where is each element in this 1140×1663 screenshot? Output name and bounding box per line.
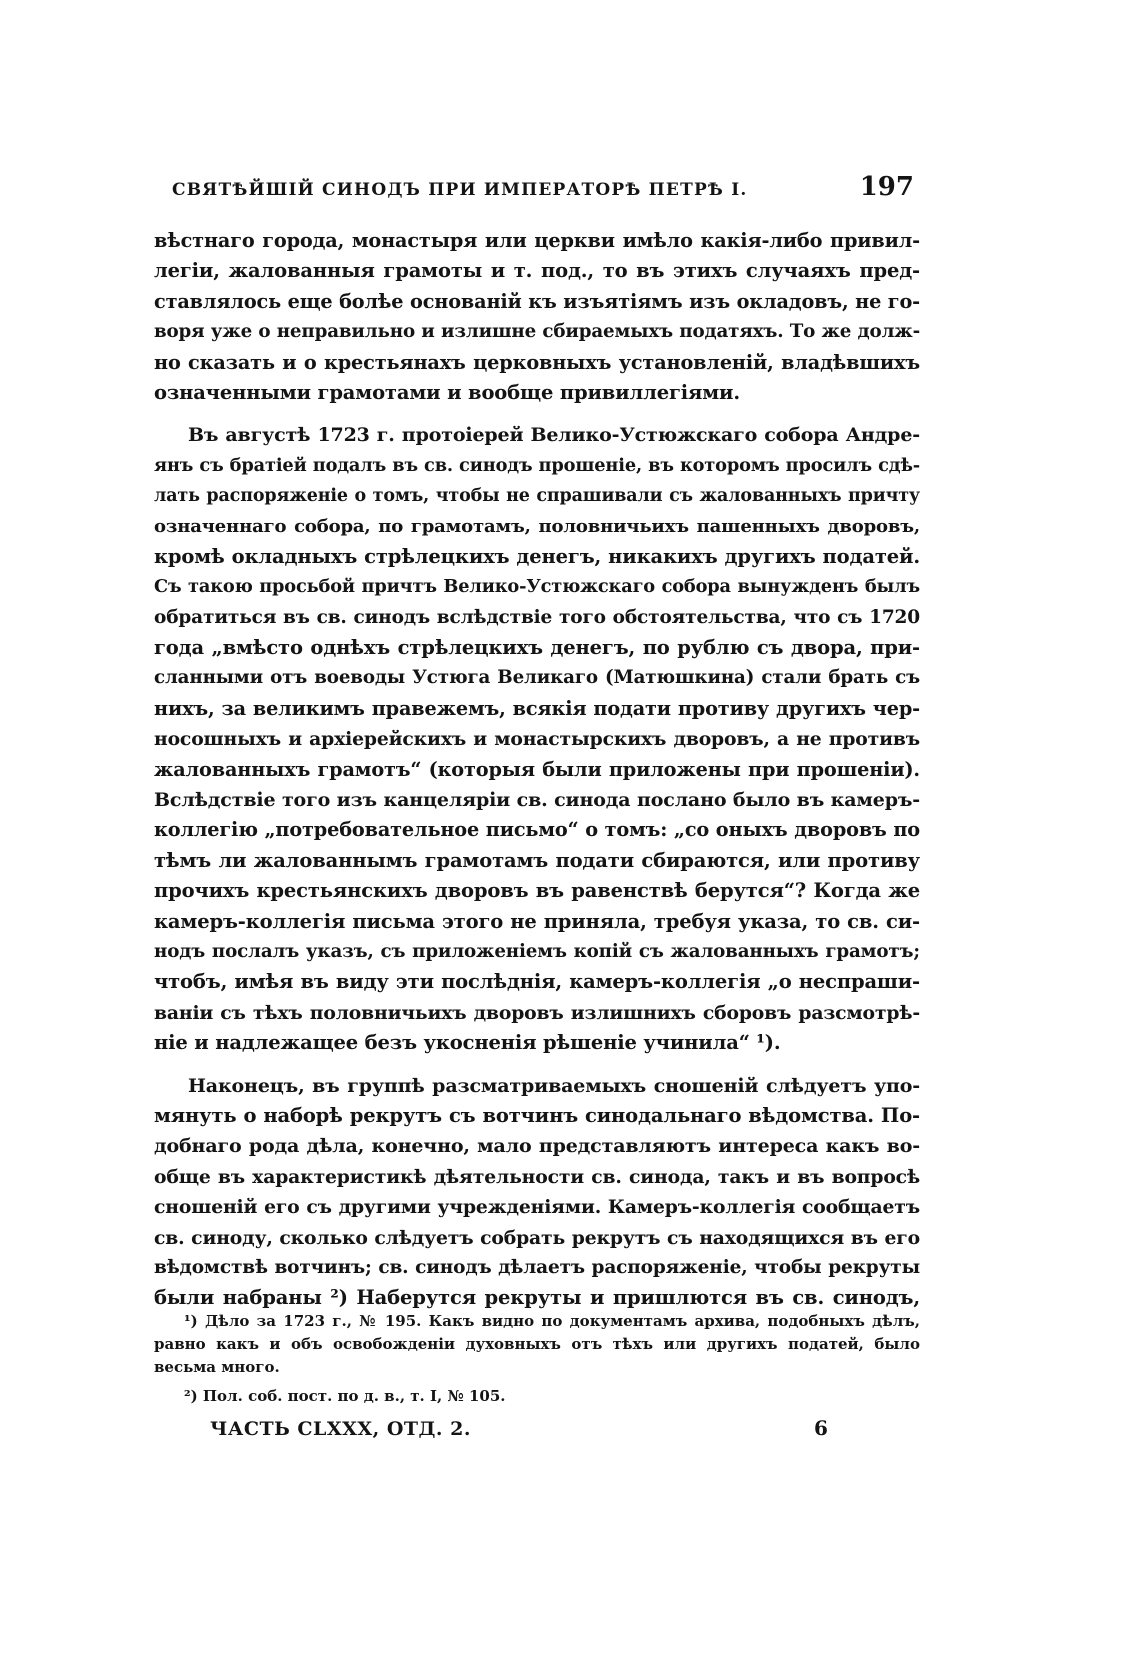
running-head [164,172,920,212]
paragraph-gap [154,408,920,420]
text-line: Вслѣдствіе того изъ канцеляріи св. синода послано было въ камеръ- [154,789,920,812]
text-line: Съ такою просьбой причтъ Велико-Устюжскаго собора вынужденъ былъ [154,576,920,598]
footnote-line: равно какъ и объ освобожденіи духовныхъ отъ тѣхъ или другихъ податей, было [154,1335,920,1353]
text-line: вѣстнаго города, монастыря или церкви имѣло какія-либо привил- [154,229,920,252]
footnote-line: весьма много. [154,1358,280,1376]
text-line: коллегію „потребовательное письмо“ о томъ: „со оныхъ дворовъ по [154,818,920,842]
text-line: означенными грамотами и вообще привиллегіями. [154,380,741,404]
text-line: были набраны ²) Наберутся рекруты и пришлются въ св. синодъ, [154,1286,920,1310]
text-line: легіи, жалованныя грамоты и т. под., то въ этихъ случаяхъ пред- [154,259,920,283]
text-line: ніе и надлежащее безъ укосненія рѣшеніе учинила“ ¹). [154,1031,781,1055]
text-line: лать распоряженіе о томъ, чтобы не спрашивали съ жалованныхъ причту [154,486,920,507]
text-line: тѣмъ ли жалованнымъ грамотамъ подати сбираются, или противу [154,848,920,872]
page-number: 197 [859,172,914,202]
paragraph-3 [154,1071,920,1314]
body-text [154,226,920,1314]
text-line: обще въ характеристикѣ дѣятельности св. синода, такъ и въ вопросѣ [154,1165,920,1188]
paragraph-1 [154,226,920,408]
text-line: прочихъ крестьянскихъ дворовъ въ равенствѣ берутся“? Когда же [154,879,920,903]
footnote-2 [154,1385,920,1408]
footnote-1 [154,1310,920,1379]
text-line: носошныхъ и архіерейскихъ и монастырскихъ дворовъ, а не противъ [154,728,920,751]
footnotes [154,1310,920,1408]
text-line: добнаго рода дѣла, конечно, мало представляютъ интереса какъ во- [154,1135,920,1158]
text-line: сланными отъ воеводы Устюга Великаго (Матюшкина) стали брать съ [154,667,920,689]
text-line: ставлялось еще болѣе основаній къ изъятіямъ изъ окладовъ, не го- [154,289,920,313]
sheet-number: 6 [814,1416,828,1440]
text-line: Въ августѣ 1723 г. протоіерей Велико-Устюжскаго собора Андре- [188,424,920,447]
footnote-line: ¹) Дѣло за 1723 г., № 195. Какъ видно по документамъ архива, подобныхъ дѣлъ, [184,1312,920,1330]
text-line: св. синоду, сколько слѣдуетъ собрать рекрутъ съ находящихся въ его [154,1226,920,1249]
text-line: сношеній его съ другими учрежденіями. Камеръ-коллегія сообщаетъ [154,1196,920,1219]
paragraph-gap [154,1059,920,1071]
running-title: СВЯТѢЙШІЙ СИНОДЪ ПРИ ИМПЕРАТОРѢ ПЕТРѢ I. [172,180,748,200]
text-line: камеръ-коллегія письма этого не приняла, требуя указа, то св. си- [154,909,920,933]
text-line: янъ съ братіей подалъ въ св. синодъ прошеніе, въ которомъ просилъ сдѣ- [154,454,920,476]
text-line: воря уже о неправильно и излишне сбираемыхъ податяхъ. То же долж- [154,321,920,343]
paragraph-2 [154,420,920,1058]
text-line: мянуть о наборѣ рекрутъ съ вотчинъ синодальнаго вѣдомства. По- [154,1103,920,1127]
text-line: обратиться въ св. синодъ вслѣдствіе того обстоятельства, что съ 1720 [154,606,920,628]
text-line: чтобъ, имѣя въ виду эти послѣднія, камеръ-коллегія „о неспраши- [154,970,920,994]
text-line: но сказать и о крестьянахъ церковныхъ установленій, владѣвшихъ [154,350,920,374]
part-signature: ЧАСТЬ CLXXX, ОТД. 2. [210,1418,471,1440]
text-line: нодъ послалъ указъ, съ приложеніемъ копій съ жалованныхъ грамотъ; [154,940,920,962]
text-line: года „вмѣсто однѣхъ стрѣлецкихъ денегъ, по рублю съ двора, при- [154,636,920,660]
text-line: кромѣ окладныхъ стрѣлецкихъ денегъ, никакихъ другихъ податей. [154,544,920,568]
text-line: нихъ, за великимъ правежемъ, всякія подати противу другихъ чер- [154,696,920,720]
text-line: означеннаго собора, по грамотамъ, половничьихъ пашенныхъ дворовъ, [154,515,920,537]
text-line: вѣдомствѣ вотчинъ; св. синодъ дѣлаетъ распоряженіе, чтобы рекруты [154,1256,920,1278]
text-line: жалованныхъ грамотъ“ (которыя были приложены при прошеніи). [154,757,920,781]
text-line: ваніи съ тѣхъ половничьихъ дворовъ излишнихъ сборовъ разсмотрѣ- [154,1001,920,1024]
text-line: Наконецъ, въ группѣ разсматриваемыхъ сношеній слѣдуетъ упо- [188,1074,920,1097]
footnote-line: ²) Пол. соб. пост. по д. в., т. I, № 105. [184,1387,506,1405]
